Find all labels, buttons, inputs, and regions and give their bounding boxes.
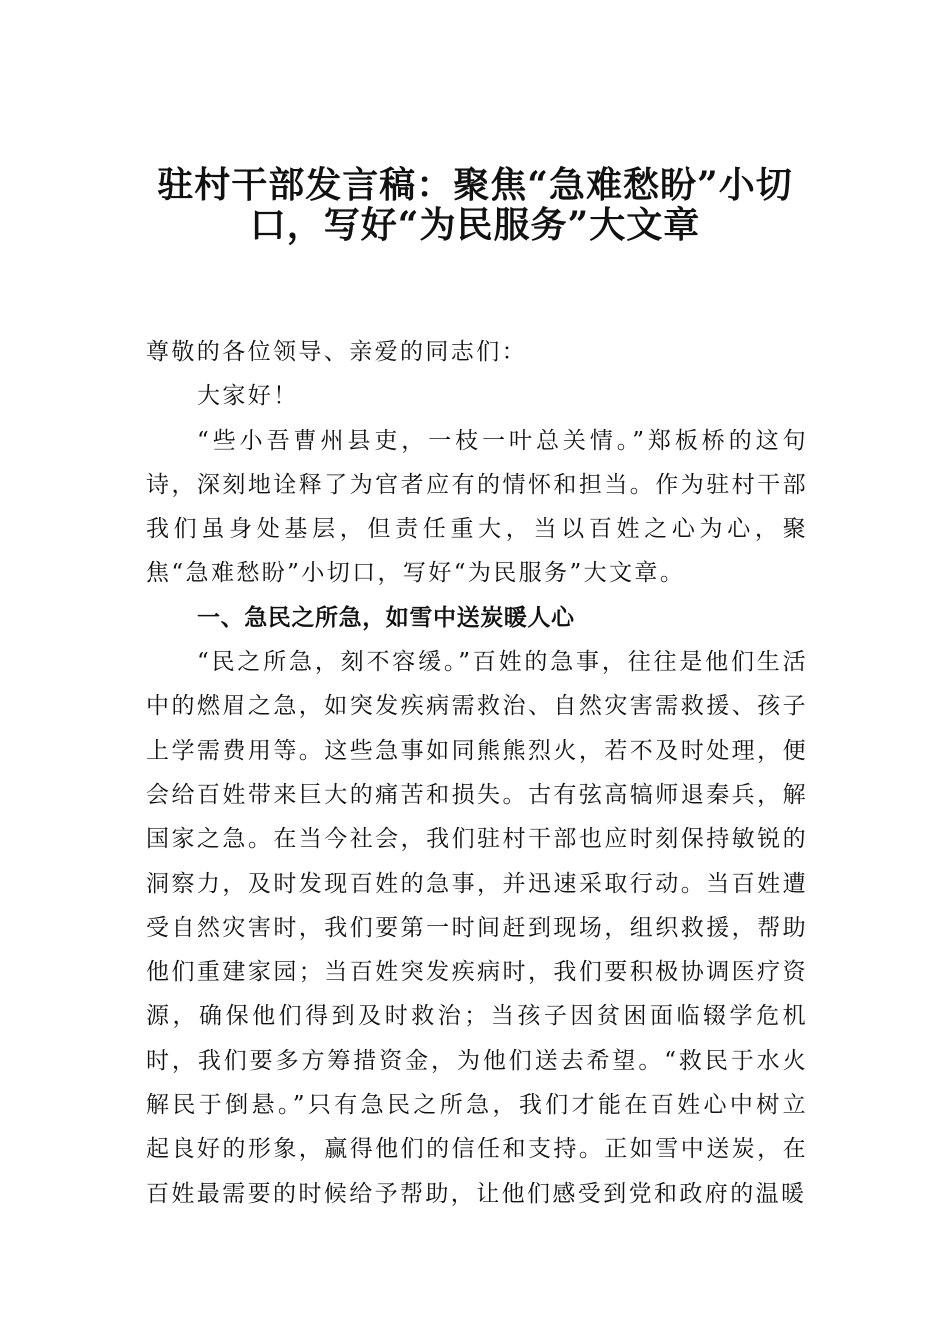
section-paragraph: “民之所急，刻不容缓。”百姓的急事，往往是他们生活中的燃眉之急，如突发疾病需救治、自然灾害需救援、孩子上学需费用等。这些急事如同熊熊烈火，若不及时处理，便会给百姓带来巨大的痛苦和损失。古有弦高犒师退秦兵，解国家之急。在当今社会，我们驻村干部也应时刻保持敏锐的洞察力，及时发现百姓的急事，并迅速采取行动。当百姓遭受自然灾害时，我们要第一时间赶到现场，组织救援，帮助他们重建家园；当百姓突发疾病时，我们要积极协调医疗资源，确保他们得到及时救治；当孩子因贫困面临辍学危机时，我们要多方筹措资金，为他们送去希望。“救民于水火解民于倒悬。”只有急民之所急，我们才能在百姓心中树立起良好的形象，赢得他们的信任和支持。正如雪中送炭，在百姓最需要的时候给予帮助，让他们感受到党和政府的温暖 [146,649,808,1207]
intro-paragraph: “些小吾曹州县吏，一枝一叶总关情。”郑板桥的这句诗，深刻地诠释了为官者应有的情怀和担当。作为驻村干部我们虽身处基层，但责任重大，当以百姓之心为心，聚焦“急难愁盼”小切口，写好“为民服务”大文章。 [146,427,808,587]
salutation: 尊敬的各位领导、亲爱的同志们： [146,339,527,365]
greeting: 大家好！ [197,383,299,410]
document-title-line1: 驻村干部发言稿：聚焦“急难愁盼”小切 [157,164,793,206]
document-title-line2: 口，写好“为民服务”大文章 [249,204,701,246]
section-heading: 一、急民之所急，如雪中送炭暖人心 [197,604,575,631]
document-body [146,330,808,1216]
